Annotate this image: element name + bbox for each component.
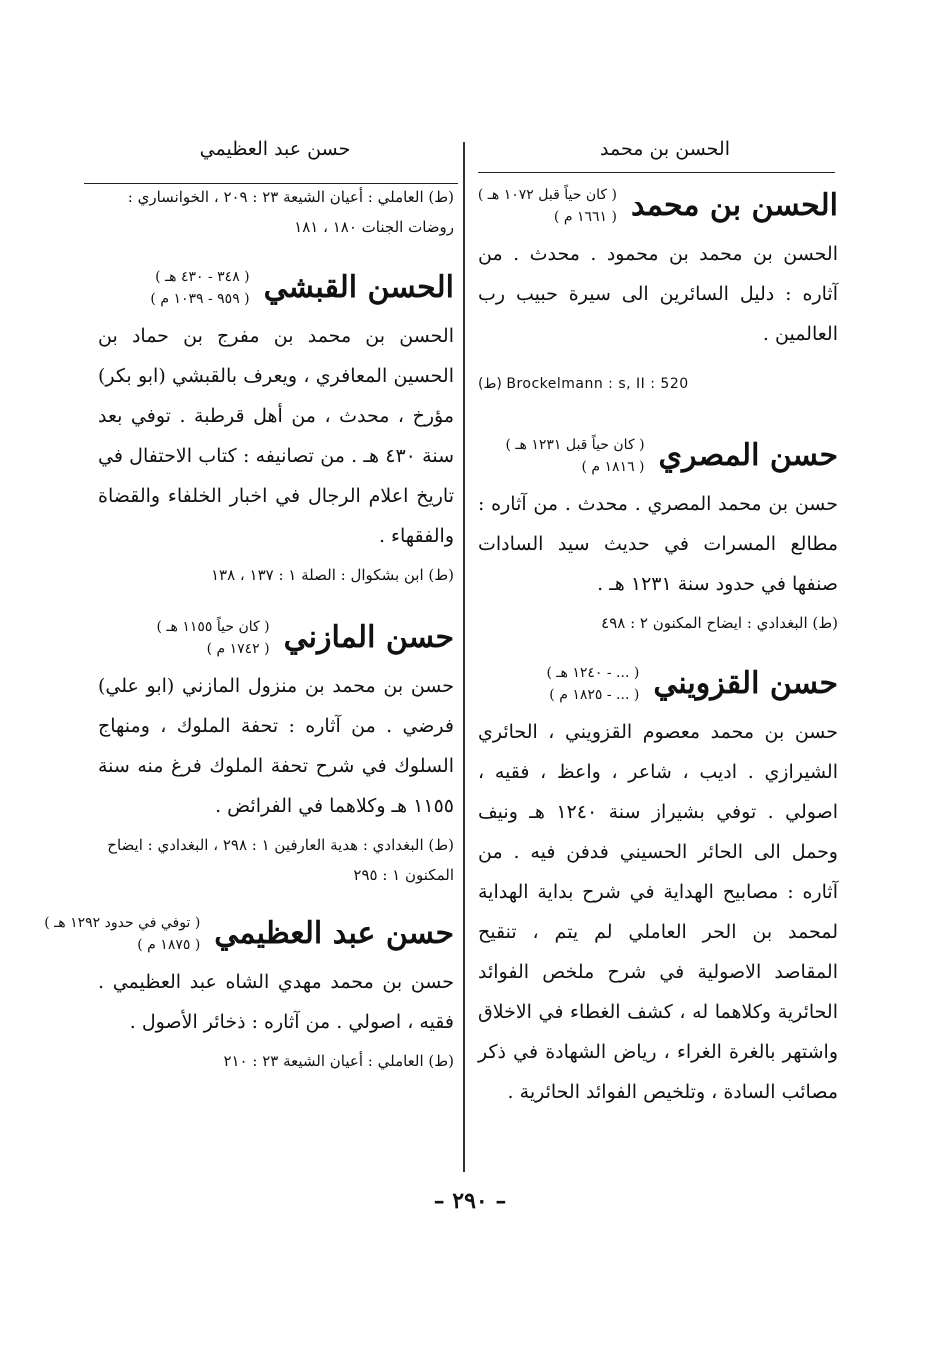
entry-hasan-al-qabashi [98,266,454,590]
date-gregorian: ( ١٨٧٥ م ) [137,937,201,953]
entry-dates [505,434,644,478]
page-number: – ٢٩٠ – [433,1188,507,1214]
continued-reference: (ط) العاملي : أعيان الشيعة ٢٣ : ٢٠٩ ، الخوانساري : روضات الجنات ١٨٠ ، ١٨١ [127,188,454,236]
date-hijri: ( ٣٤٨ - ٤٣٠ هـ ) [155,269,250,285]
entry-reference: (ط) البغدادي : هدية العارفين ١ : ٢٩٨ ، البغدادي : ايضاح المكنون ١ : ٢٩٥ [107,836,454,884]
date-gregorian: ( ١٨١٦ م ) [581,459,645,475]
column-divider [463,142,465,1172]
date-gregorian: ( ١٧٤٢ م ) [206,641,270,657]
header-rule-right [478,172,835,173]
date-gregorian: ( ٩٥٩ - ١٠٣٩ م ) [150,291,250,307]
right-column [478,180,838,1112]
entry-text: حسن بن محمد بن منزول المازني (ابو علي) فرضي . من آثاره : تحفة الملوك ، ومنهاج السلوك في شرح تحفة الملوك فرغ منه سنة ١١٥٥ هـ وكلاهما في الفرائض . [98,675,454,817]
entry-hasan-al-qazwini [478,662,838,1112]
entry-hasan-bin-muhammad [478,184,838,404]
entry-text: حسن بن محمد المصري . محدث . من آثاره : مطالع المسرات في حديث سيد السادات صنفها في حدود سنة ١٢٣١ هـ . [478,493,838,595]
entry-name: حسن المصري [658,438,838,473]
date-hijri: ( توفي في حدود ١٢٩٢ هـ ) [44,915,201,931]
entry-heading [478,662,838,706]
running-header-left: حسن عبد العظيمي [199,138,351,160]
entry-text: الحسن بن محمد بن محمود . محدث . من آثاره : دليل السائرين الى سيرة حبيب رب العالمين . [478,243,838,345]
entry-heading [478,184,838,228]
entry-dates [546,662,639,706]
entry-name: حسن عبد العظيمي [214,916,454,951]
date-hijri: ( كان حياً قبل ١٠٧٢ هـ ) [477,187,617,203]
date-hijri: ( ... - ١٢٤٠ هـ ) [546,665,640,681]
entry-heading [478,434,838,478]
date-gregorian: ( ... - ١٨٢٥ م ) [549,687,640,703]
date-hijri: ( كان حياً ١١٥٥ هـ ) [156,619,270,635]
entry-heading [98,616,454,660]
entry-dates [44,912,200,956]
date-hijri: ( كان حياً قبل ١٢٣١ هـ ) [505,437,645,453]
entry-heading [98,266,454,310]
entry-reference: (ط) البغدادي : ايضاح المكنون ٢ : ٤٩٨ [601,614,838,632]
running-header-right: الحسن بن محمد [600,138,730,160]
entry-reference: (ط) ابن بشكوال : الصلة ١ : ١٣٧ ، ١٣٨ [210,566,454,584]
entry-reference: (ط) Brockelmann : s, II : 520 [478,376,689,392]
entry-name: حسن المازني [283,620,454,655]
entry-hasan-al-masri [478,434,838,638]
entry-text: حسن بن محمد معصوم القزويني ، الحائري الشيرازي . اديب ، شاعر ، واعظ ، فقيه ، اصولي . توفي بشيراز سنة ١٢٤٠ هـ ونيف وحمل الى الحائر الحسيني فدفن فيه . من آثاره : مصابيح الهداية في شرح بداية الهداية لمحمد بن الحر العاملي لم يتم ، تنقيح المقاصد الاصولية في شرح ملخص الفوائد الحائرية وكلاهما له ، كشف الغطاء في الاخلاق واشتهر بالغرة الغراء ، رياض الشهادة في ذكر مصائب السادة ، وتلخيص الفوائد الحائرية . [478,721,838,1103]
entry-name: الحسن بن محمد [630,188,838,223]
entry-hasan-abd-al-azimi [44,912,454,1076]
entry-text: حسن بن محمد مهدي الشاه عبد العظيمي . فقيه ، اصولي . من آثاره : ذخائر الأصول . [98,971,454,1033]
entry-reference: (ط) العاملي : أعيان الشيعة ٢٣ : ٢١٠ [223,1052,454,1070]
entry-dates [150,266,249,310]
entry-heading [44,912,454,956]
entry-name: حسن القزويني [653,666,838,701]
entry-dates [157,616,270,660]
entry-name: الحسن القبشي [263,270,454,305]
left-column [44,178,454,1076]
entry-dates [478,184,617,228]
entry-text: الحسن بن محمد بن مفرج بن حماد بن الحسين المعافري ، ويعرف بالقبشي (ابو بكر) مؤرخ ، محدث ، من أهل قرطبة . توفي بعد سنة ٤٣٠ هـ . من تصانيفه : كتاب الاحتفال في تاريخ اعلام الرجال في اخبار الخلفاء والقضاة والفقهاء . [98,325,454,547]
date-gregorian: ( ١٦٦١ م ) [553,209,617,225]
entry-hasan-al-mazini [98,616,454,890]
